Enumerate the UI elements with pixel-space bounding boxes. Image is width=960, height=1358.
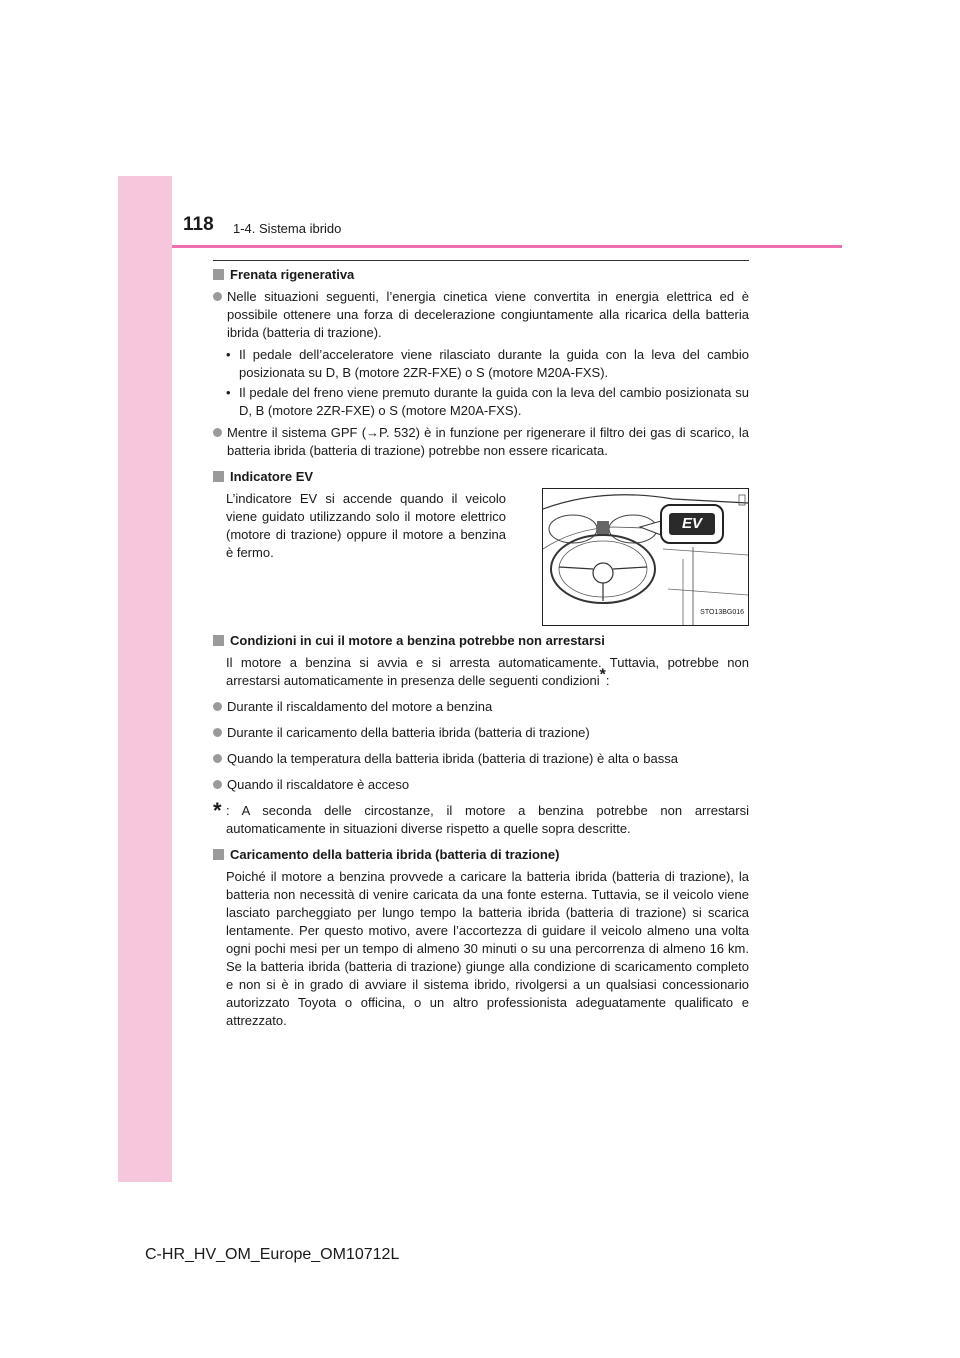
footnote: * : A seconda delle circostanze, il motore a benzina potrebbe non arrestarsi automaticamente in situazioni diverse rispetto a quelle sopra descritte. (213, 798, 749, 836)
square-bullet-icon (213, 269, 224, 280)
circle-bullet-icon (213, 728, 222, 737)
square-bullet-icon (213, 471, 224, 482)
square-bullet-icon (213, 849, 224, 860)
ev-indicator-block (226, 490, 749, 626)
circle-bullet-icon (213, 702, 222, 711)
sub-item: • Il pedale dell’acceleratore viene rilasciato durante la guida con la leva del cambio posizionata su D, B (motore 2ZR-FXE) o S (motore M20A-FXS). (226, 347, 749, 380)
conditions-intro: Il motore a benzina si avvia e si arresta automaticamente. Tuttavia, potrebbe non arrestarsi automaticamente in presenza delle seguenti condizioni*: (226, 655, 749, 688)
battery-charging-text: Poiché il motore a benzina provvede a caricare la batteria ibrida (batteria di trazione), la batteria non necessità di venire caricata da una fonte esterna. Tuttavia, se il veicolo viene lasciato parcheggiato per lungo tempo la batteria ibrida (batteria di trazione) si scarica lentamente. Per questo motivo, avere l’accortezza di guidare il veicolo almeno una volta ogni pochi mesi per un tempo di almeno 30 minuti o su una percorrenza di almeno 16 km. Se la batteria ibrida (batteria di trazione) giunge alla condizione di scaricamento completo e non si è in grado di avviare il sistema ibrido, rivolgersi a un qualsiasi concessionario autorizzato Toyota o officina, o un altro professionista adeguatamente qualificato e attrezzato. (226, 869, 749, 1028)
bullet-item: Mentre il sistema GPF (→P. 532) è in funzione per rigenerare il filtro dei gas di scarico, la batteria ibrida (batteria di trazione) potrebbe non essere ricaricata. (213, 424, 749, 460)
document-id: C-HR_HV_OM_Europe_OM10712L (145, 1246, 400, 1263)
ev-indicator-text: L’indicatore EV si accende quando il veicolo viene guidato utilizzando solo il motore elettrico (motore di trazione) oppure il motore a benzina è fermo. (226, 491, 506, 560)
page-number: 118 (183, 214, 214, 235)
page-content (213, 266, 749, 1034)
bullet-item: Nelle situazioni seguenti, l’energia cinetica viene convertita in energia elettrica ed è possibile ottenere una forza di decelerazione congiuntamente alla ricarica della batteria ibrida (batteria di trazione). (213, 288, 749, 342)
content-rule (213, 260, 749, 261)
circle-bullet-icon (213, 428, 222, 437)
header-rule (172, 245, 842, 248)
circle-bullet-icon (213, 780, 222, 789)
heading-regenerative-braking: Frenata rigenerativa (213, 266, 749, 284)
side-tab-band (118, 176, 172, 1182)
square-bullet-icon (213, 635, 224, 646)
condition-item: Quando la temperatura della batteria ibrida (batteria di trazione) è alta o bassa (213, 750, 749, 768)
heading-battery-charging: Caricamento della batteria ibrida (batteria di trazione) (213, 846, 749, 864)
heading-ev-indicator: Indicatore EV (213, 468, 749, 486)
circle-bullet-icon (213, 754, 222, 763)
section-title: 1-4. Sistema ibrido (233, 221, 342, 236)
condition-item: Durante il riscaldamento del motore a benzina (213, 698, 749, 716)
condition-item: Quando il riscaldatore è acceso (213, 776, 749, 794)
circle-bullet-icon (213, 292, 222, 301)
heading-engine-conditions: Condizioni in cui il motore a benzina potrebbe non arrestarsi (213, 632, 749, 650)
sub-item: • Il pedale del freno viene premuto durante la guida con la leva del cambio posizionata su D, B (motore 2ZR-FXE) o S (motore M20A-FXS). (226, 385, 749, 418)
ev-badge-label: EV (681, 515, 702, 532)
figure-code: STO13BG016 (700, 609, 744, 616)
condition-item: Durante il caricamento della batteria ibrida (batteria di trazione) (213, 724, 749, 742)
dashboard-illustration (542, 488, 749, 626)
